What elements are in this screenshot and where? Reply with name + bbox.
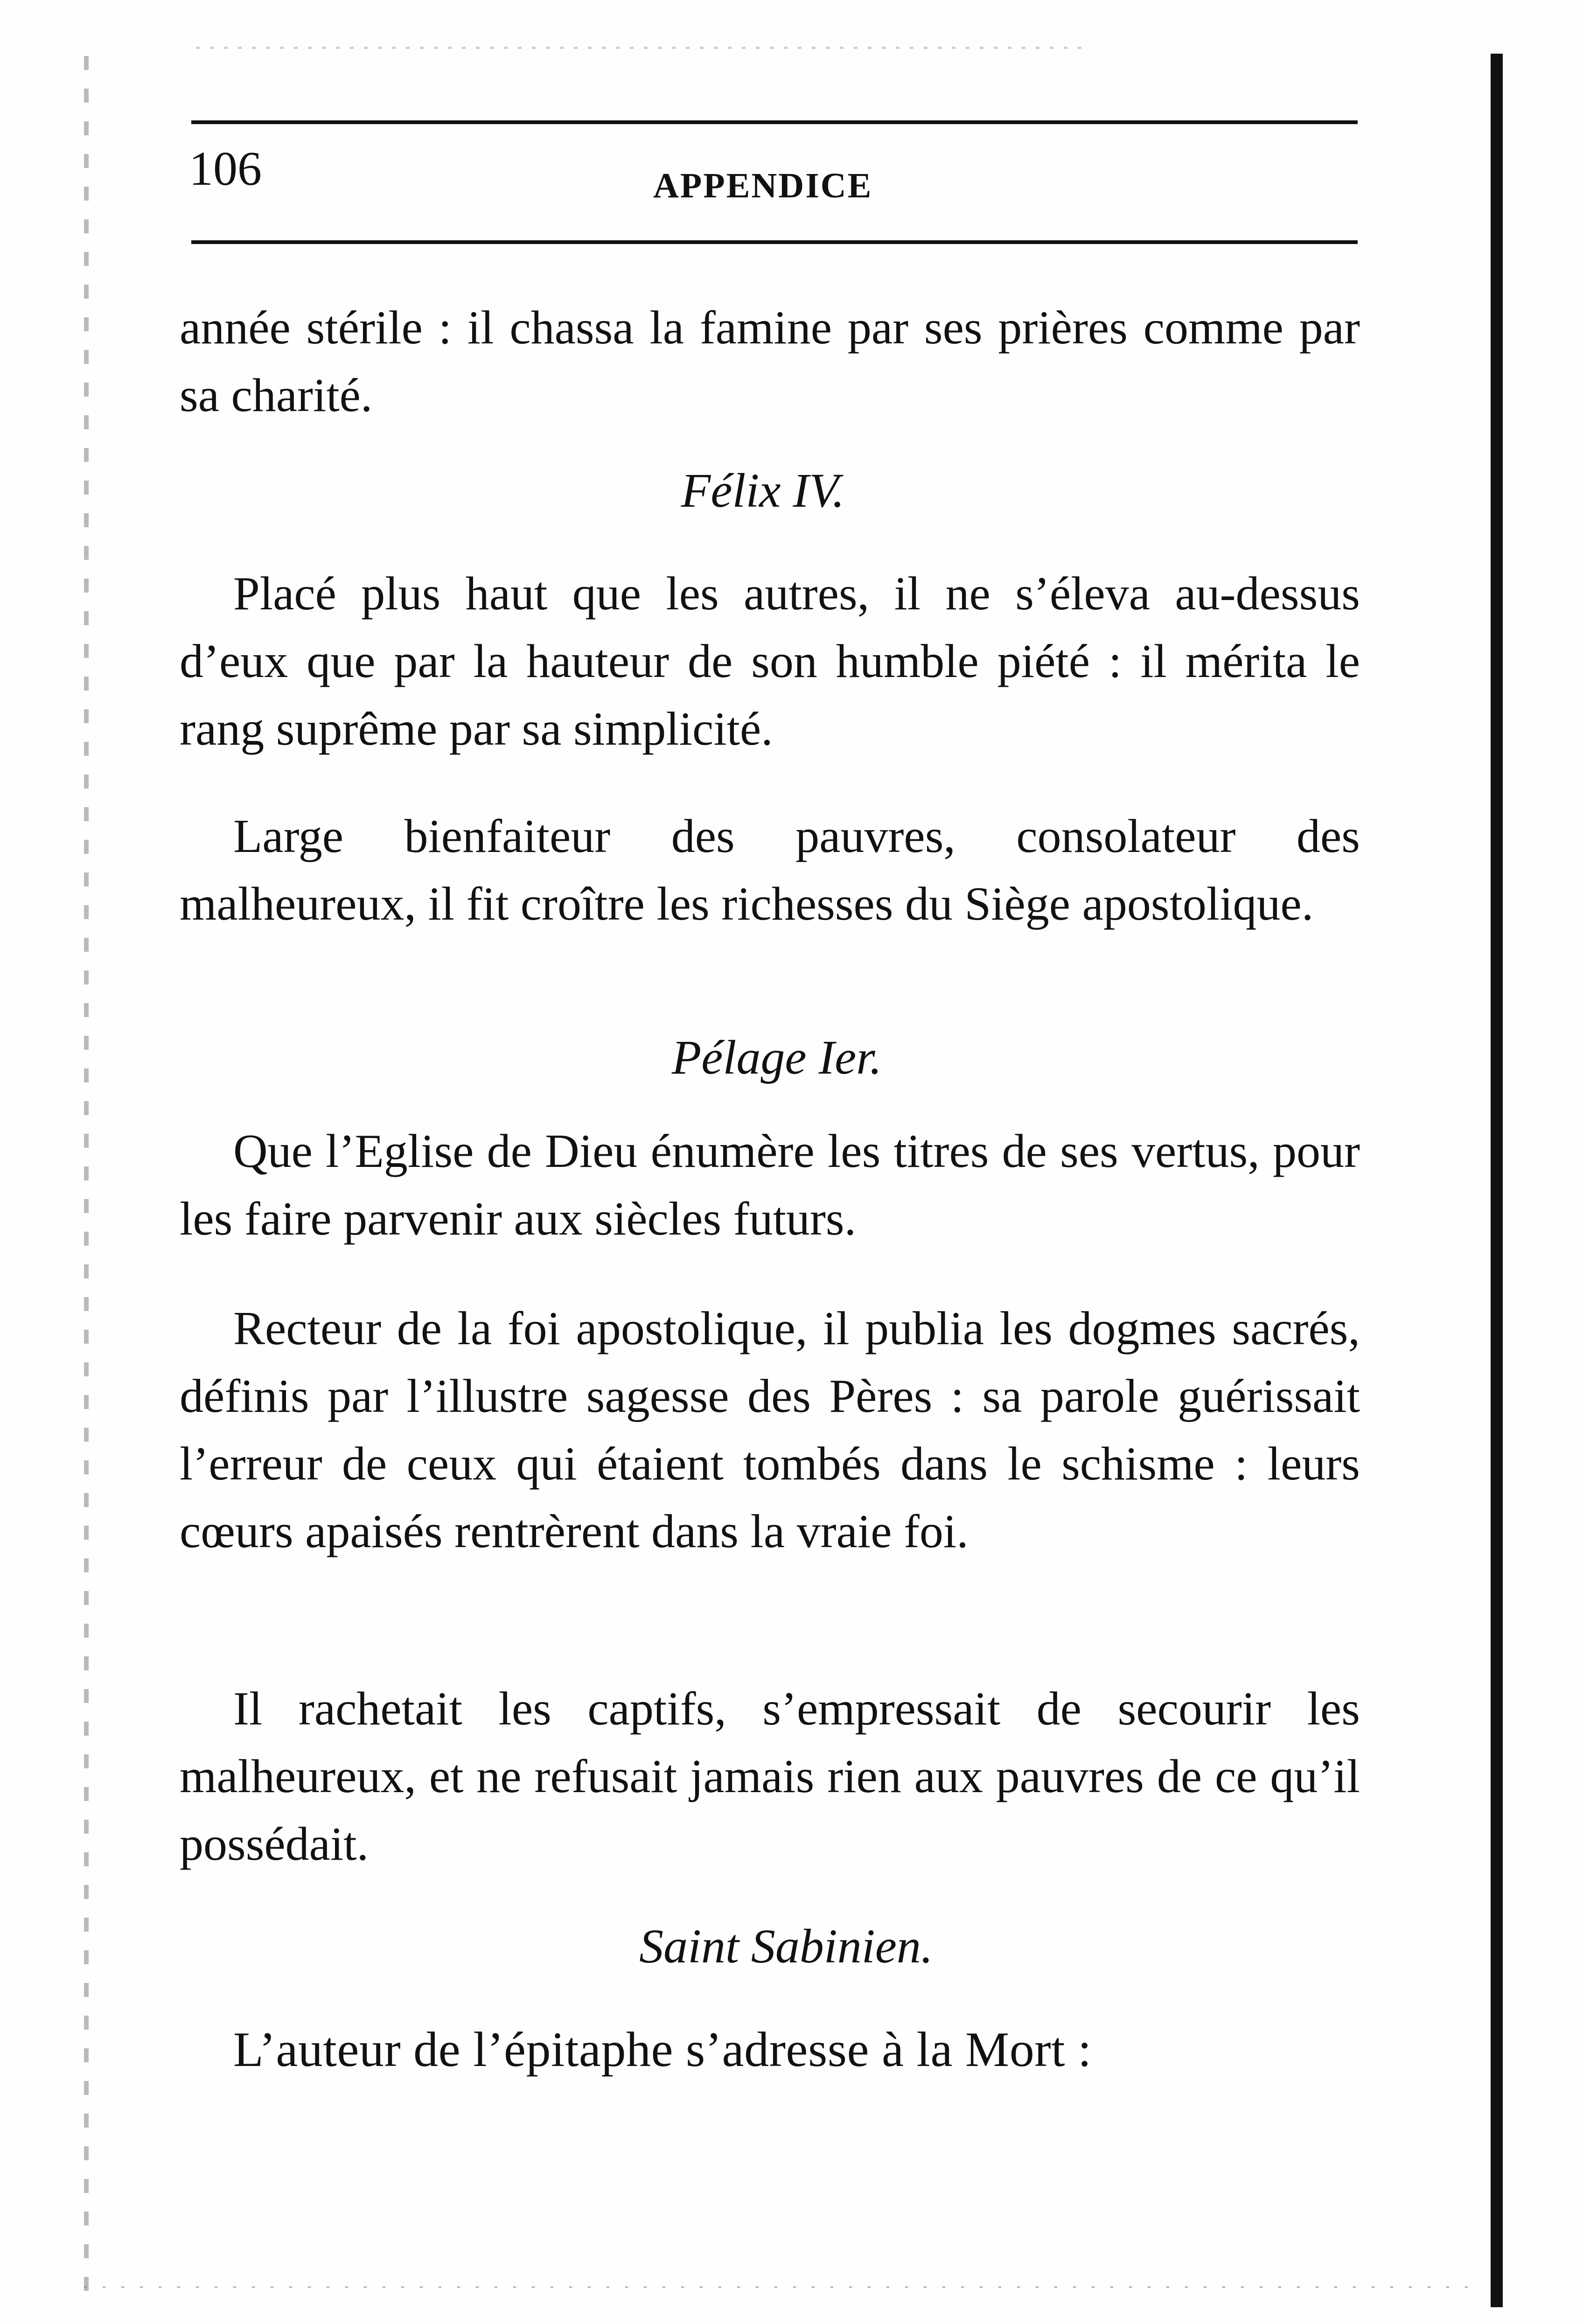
paragraph-pelage-virtues: Que l’Eglise de Dieu énumère les titres de ses vertus, pour les faire parvenir aux siècles futurs. — [180, 1125, 1360, 1245]
paragraph-pelage-captives: Il rachetait les captifs, s’empressait de secourir les malheureux, et ne refusait jamais rien aux pauvres de ce qu’il possédait. — [180, 1682, 1360, 1870]
scan-edge-right — [1491, 54, 1503, 2307]
paragraph-felix-piety: Placé plus haut que les autres, il ne s’éleva au-dessus d’eux que par la hauteur de son humble piété : il mérita le rang suprême par sa simplicité. — [180, 567, 1360, 755]
paragraph-pelage-faith: Recteur de la foi apostolique, il publia les dogmes sacrés, définis par l’illustre sagesse des Pères : sa parole guérissait l’erreur de ceux qui étaient tombés dans le schisme : leurs cœurs apaisés rentrèrent dans la vraie foi. — [180, 1302, 1360, 1558]
section-heading-sabinien: Saint Sabinien. — [639, 1919, 933, 1973]
header-rule-bottom — [191, 240, 1358, 244]
paragraph-felix-charity: Large bienfaiteur des pauvres, consolateur des malheureux, il fit croître les richesses du Siège apostolique. — [180, 810, 1360, 930]
section-heading-pelage: Pélage Ier. — [671, 1031, 882, 1084]
page-number: 106 — [189, 142, 262, 195]
scan-noise-bottom — [84, 2286, 1484, 2288]
header-rule-top — [191, 120, 1358, 124]
running-head: APPENDICE — [653, 166, 873, 205]
paragraph-famine: année stérile : il chassa la famine par ses prières comme par sa charité. — [180, 301, 1360, 422]
section-heading-felix: Félix IV. — [681, 464, 845, 517]
paragraph-epitaph-intro: L’auteur de l’épitaphe s’adresse à la Mort : — [233, 2022, 1092, 2077]
scan-noise-top — [196, 47, 1082, 49]
scan-edge-left — [84, 56, 89, 2296]
